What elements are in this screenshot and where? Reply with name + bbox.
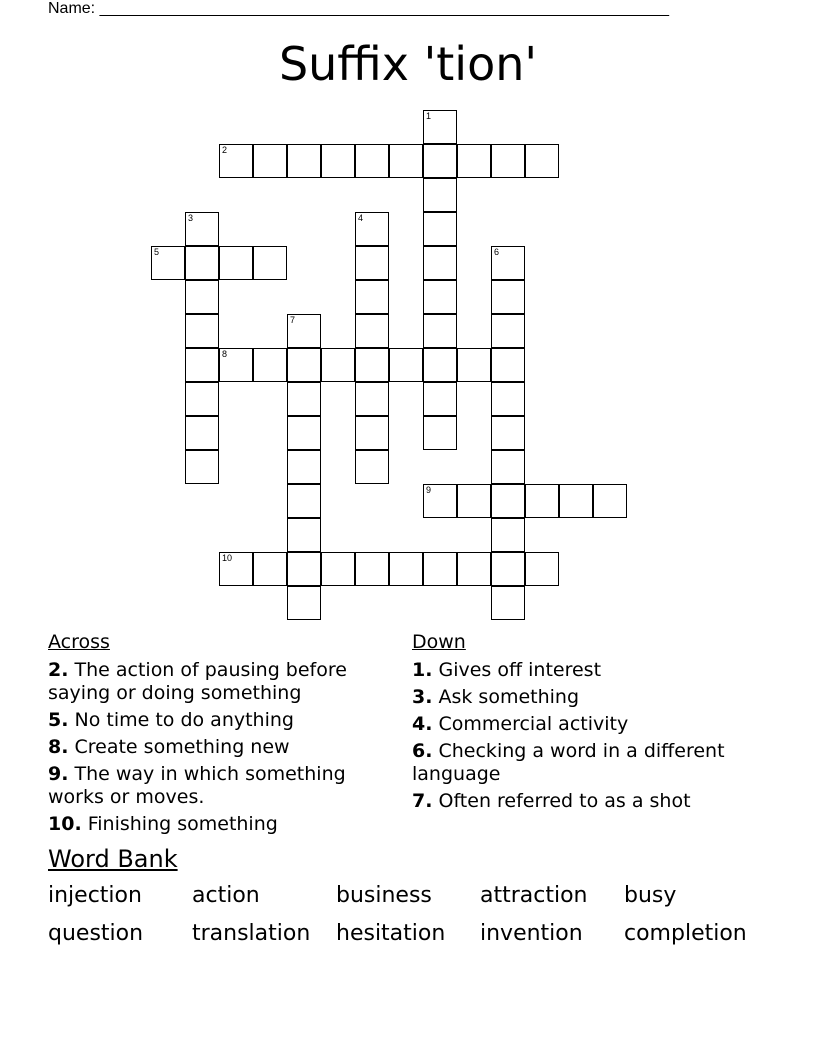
grid-cell[interactable] — [355, 450, 389, 484]
grid-cell[interactable] — [389, 552, 423, 586]
grid-cell[interactable] — [321, 552, 355, 586]
clue-number: 2 — [222, 145, 228, 155]
grid-cell[interactable] — [219, 348, 253, 382]
grid-cell[interactable] — [219, 552, 253, 586]
down-clue-list — [412, 659, 752, 817]
grid-cell[interactable] — [287, 586, 321, 620]
grid-cell[interactable] — [491, 586, 525, 620]
grid-cell[interactable] — [593, 484, 627, 518]
grid-cell[interactable] — [355, 416, 389, 450]
clue-number-label: 3. — [412, 686, 433, 708]
down-clue — [412, 659, 752, 682]
grid-cell[interactable] — [491, 144, 525, 178]
grid-cell[interactable] — [185, 416, 219, 450]
grid-cell[interactable] — [491, 450, 525, 484]
across-clue — [48, 813, 388, 836]
clue-number-label: 10. — [48, 813, 82, 835]
clue-text: Create something new — [68, 736, 290, 758]
down-clue — [412, 686, 752, 709]
grid-cell[interactable] — [423, 416, 457, 450]
grid-cell[interactable] — [287, 144, 321, 178]
grid-cell[interactable] — [355, 280, 389, 314]
grid-cell[interactable] — [423, 144, 457, 178]
grid-cell[interactable] — [423, 280, 457, 314]
grid-cell[interactable] — [355, 144, 389, 178]
word-bank-item: hesitation — [336, 921, 446, 946]
grid-cell[interactable] — [423, 178, 457, 212]
grid-cell[interactable] — [423, 246, 457, 280]
down-clue — [412, 790, 752, 813]
clue-number-label: 2. — [48, 659, 69, 681]
clue-number-label: 7. — [412, 790, 433, 812]
grid-cell[interactable] — [423, 552, 457, 586]
clue-number-label: 4. — [412, 713, 433, 735]
grid-cell[interactable] — [457, 552, 491, 586]
word-bank-item: invention — [480, 921, 583, 946]
across-clue — [48, 659, 388, 705]
word-bank-item: attraction — [480, 883, 588, 908]
across-clue — [48, 709, 388, 732]
clue-text: Ask something — [432, 686, 580, 708]
clue-number-label: 5. — [48, 709, 69, 731]
word-bank-title: Word Bank — [48, 845, 178, 873]
grid-cell[interactable] — [491, 280, 525, 314]
grid-cell[interactable] — [287, 348, 321, 382]
grid-cell[interactable] — [355, 382, 389, 416]
grid-cell[interactable] — [491, 314, 525, 348]
grid-cell[interactable] — [287, 484, 321, 518]
clue-number-label: 1. — [412, 659, 433, 681]
word-bank-item: business — [336, 883, 432, 908]
grid-cell[interactable] — [457, 484, 491, 518]
clue-number: 10 — [222, 553, 233, 563]
clue-text: Commercial activity — [432, 713, 629, 735]
across-clue-list — [48, 659, 388, 840]
word-bank-item: question — [48, 921, 144, 946]
clue-number: 7 — [290, 315, 296, 325]
grid-cell[interactable] — [321, 144, 355, 178]
grid-cell[interactable] — [423, 110, 457, 144]
grid-cell[interactable] — [253, 552, 287, 586]
grid-cell[interactable] — [253, 348, 287, 382]
grid-cell[interactable] — [287, 450, 321, 484]
clue-number: 9 — [426, 485, 432, 495]
clue-text: Finishing something — [81, 813, 278, 835]
grid-cell[interactable] — [389, 144, 423, 178]
grid-cell[interactable] — [287, 518, 321, 552]
clue-text: No time to do anything — [68, 709, 294, 731]
grid-cell[interactable] — [185, 280, 219, 314]
clue-number-label: 9. — [48, 763, 69, 785]
grid-cell[interactable] — [321, 348, 355, 382]
word-bank-item: injection — [48, 883, 142, 908]
grid-cell[interactable] — [457, 348, 491, 382]
word-bank-item: translation — [192, 921, 311, 946]
name-line[interactable]: Name: ________________________________________________________________ — [48, 0, 670, 17]
clue-text: Often referred to as a shot — [432, 790, 691, 812]
grid-cell[interactable] — [559, 484, 593, 518]
grid-cell[interactable] — [491, 416, 525, 450]
grid-cell[interactable] — [491, 552, 525, 586]
grid-cell[interactable] — [355, 314, 389, 348]
grid-cell[interactable] — [287, 416, 321, 450]
clue-text: Checking a word in a different language — [412, 740, 725, 785]
clue-number-label: 8. — [48, 736, 69, 758]
grid-cell[interactable] — [491, 484, 525, 518]
clue-number: 1 — [426, 111, 432, 121]
grid-cell[interactable] — [287, 552, 321, 586]
across-clue — [48, 763, 388, 809]
grid-cell[interactable] — [355, 552, 389, 586]
grid-cell[interactable] — [491, 518, 525, 552]
grid-cell[interactable] — [491, 246, 525, 280]
word-bank-item: action — [192, 883, 260, 908]
grid-cell[interactable] — [355, 212, 389, 246]
clue-number-label: 6. — [412, 740, 433, 762]
grid-cell[interactable] — [185, 314, 219, 348]
grid-cell[interactable] — [151, 246, 185, 280]
clue-text: Gives off interest — [432, 659, 602, 681]
clue-number: 4 — [358, 213, 364, 223]
grid-cell[interactable] — [185, 212, 219, 246]
word-bank — [48, 882, 788, 948]
clue-text: The action of pausing before saying or doing something — [48, 659, 347, 704]
grid-cell[interactable] — [525, 144, 559, 178]
grid-cell[interactable] — [423, 314, 457, 348]
grid-cell[interactable] — [423, 484, 457, 518]
grid-cell[interactable] — [423, 382, 457, 416]
grid-cell[interactable] — [185, 348, 219, 382]
word-bank-item: completion — [624, 921, 747, 946]
grid-cell[interactable] — [185, 450, 219, 484]
clue-number: 6 — [494, 247, 500, 257]
grid-cell[interactable] — [525, 484, 559, 518]
grid-cell[interactable] — [287, 382, 321, 416]
grid-cell[interactable] — [491, 382, 525, 416]
down-clue — [412, 713, 752, 736]
clue-text: The way in which something works or moves. — [48, 763, 346, 808]
clue-number: 3 — [188, 213, 194, 223]
grid-cell[interactable] — [253, 144, 287, 178]
grid-cell[interactable] — [355, 348, 389, 382]
grid-cell[interactable] — [423, 212, 457, 246]
down-heading: Down — [412, 631, 466, 653]
down-clue — [412, 740, 752, 786]
clue-number: 8 — [222, 349, 228, 359]
grid-cell[interactable] — [219, 246, 253, 280]
grid-cell[interactable] — [457, 144, 491, 178]
page-title: Suffix 'tion' — [278, 37, 538, 91]
grid-cell[interactable] — [491, 348, 525, 382]
grid-cell[interactable] — [185, 382, 219, 416]
grid-cell[interactable] — [423, 348, 457, 382]
grid-cell[interactable] — [253, 246, 287, 280]
grid-cell[interactable] — [389, 348, 423, 382]
across-clue — [48, 736, 388, 759]
clue-number: 5 — [154, 247, 160, 257]
grid-cell[interactable] — [287, 314, 321, 348]
grid-cell[interactable] — [525, 552, 559, 586]
grid-cell[interactable] — [219, 144, 253, 178]
word-bank-item: busy — [624, 883, 677, 908]
grid-cell[interactable] — [355, 246, 389, 280]
grid-cell[interactable] — [185, 246, 219, 280]
across-heading: Across — [48, 631, 110, 653]
